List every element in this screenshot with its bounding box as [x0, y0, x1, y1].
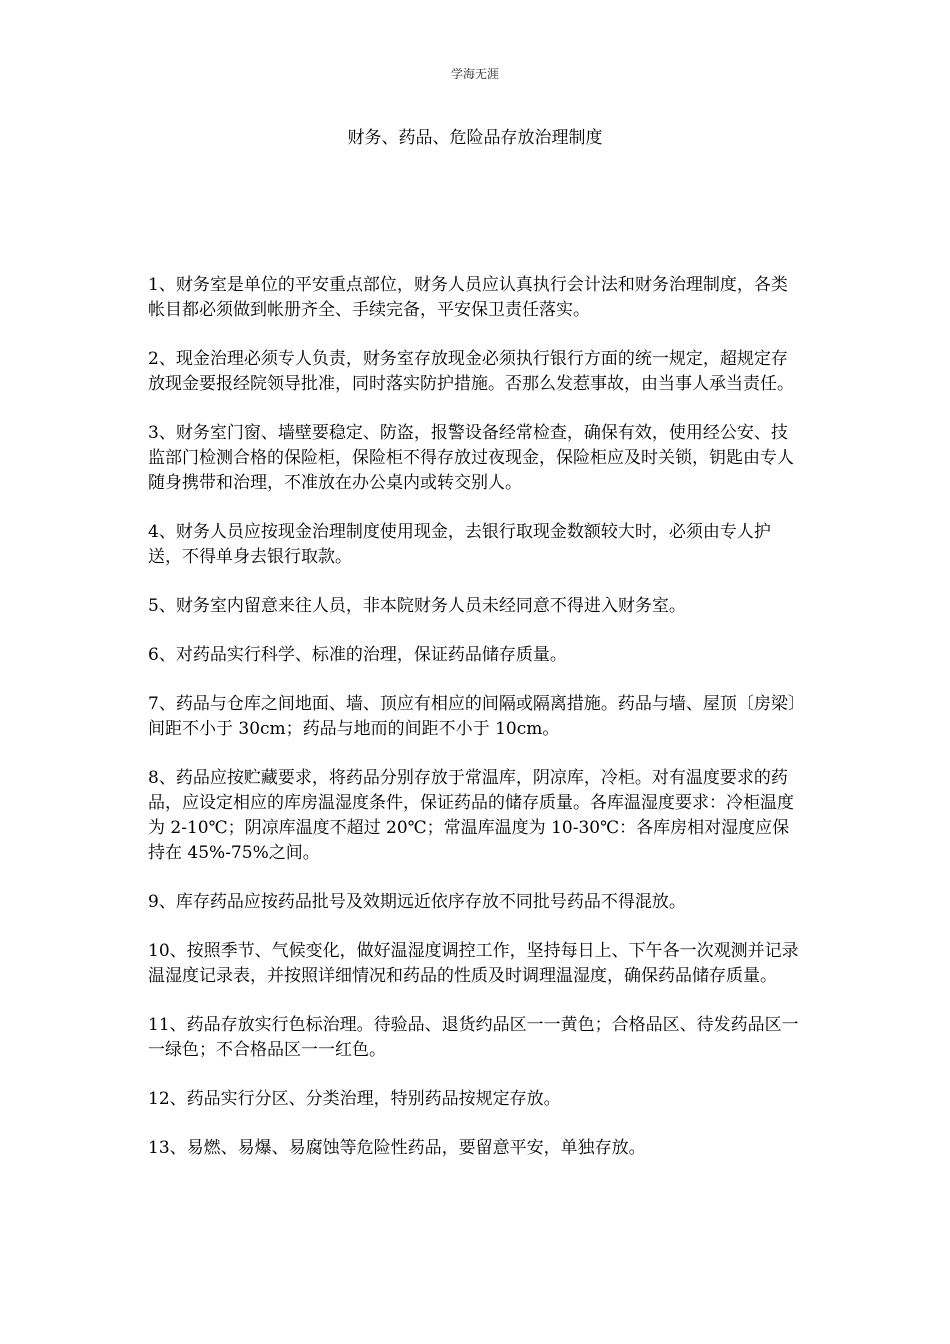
paragraph-4: 4、财务人员应按现金治理制度使用现金，去银行取现金数额较大时，必须由专人护送，不得单身去银行取款。 [148, 522, 771, 567]
paragraph-6: 6、对药品实行科学、标准的治理，保证药品储存质量。 [148, 645, 567, 665]
paragraph-13: 13、易燃、易爆、易腐蚀等危险性药品，要留意平安，单独存放。 [148, 1138, 646, 1158]
paragraph-7: 7、药品与仓库之间地面、墙、顶应有相应的间隔或隔离措施。药品与墙、屋顶〔房梁〕间距不小于 30cm；药品与地而的间距不小于 10cm。 [148, 694, 797, 739]
paragraph-11: 11、药品存放实行色标治理。待验品、退货约品区一一黄色；合格品区、待发药品区一一绿色；不合格品区一一红色。 [148, 1015, 799, 1060]
paragraph-12: 12、药品实行分区、分类治理，特别药品按规定存放。 [148, 1089, 561, 1109]
page-header: 学海无涯 [450, 67, 499, 81]
paragraph-1: 1、财务室是单位的平安重点部位，财务人员应认真执行会计法和财务治理制度，各类帐目都必须做到帐册齐全、手续完备，平安保卫责任落实。 [148, 275, 788, 320]
document-title: 财务、药品、危险品存放治理制度 [347, 128, 603, 148]
paragraph-9: 9、库存药品应按药品批号及效期远近依序存放不同批号药品不得混放。 [148, 892, 686, 912]
paragraph-3: 3、财务室门窗、墙壁要稳定、防盗，报警设备经常检查，确保有效，使用经公安、技监部门检测合格的保险柜，保险柜不得存放过夜现金，保险柜应及时关锁，钥匙由专人随身携带和治理，不准放在办公桌内或转交别人。 [148, 423, 794, 493]
paragraph-5: 5、财务室内留意来往人员，非本院财务人员未经同意不得进入财务室。 [148, 596, 686, 616]
document-body [148, 273, 804, 1185]
paragraph-10: 10、按照季节、气候变化，做好温湿度调控工作，坚持每日上、下午各一次观测并记录温湿度记录表，并按照详细情况和药品的性质及时调理温湿度，确保药品储存质量。 [148, 941, 799, 986]
paragraph-2: 2、现金治理必须专人负责，财务室存放现金必须执行银行方面的统一规定，超规定存放现金要报经院领导批准，同时落实防护措施。否那么发惹事故，由当事人承当责任。 [148, 349, 794, 394]
paragraph-8: 8、药品应按贮藏要求，将药品分别存放于常温库，阴凉库，冷柜。对有温度要求的药品，应设定相应的库房温湿度条件，保证药品的储存质量。各库温湿度要求：冷柜温度为 2-10℃；阴凉库温度不超过 20℃；常温库温度为 10-30℃：各库房相对湿度应保持在 45%-75%之间。 [148, 768, 794, 863]
